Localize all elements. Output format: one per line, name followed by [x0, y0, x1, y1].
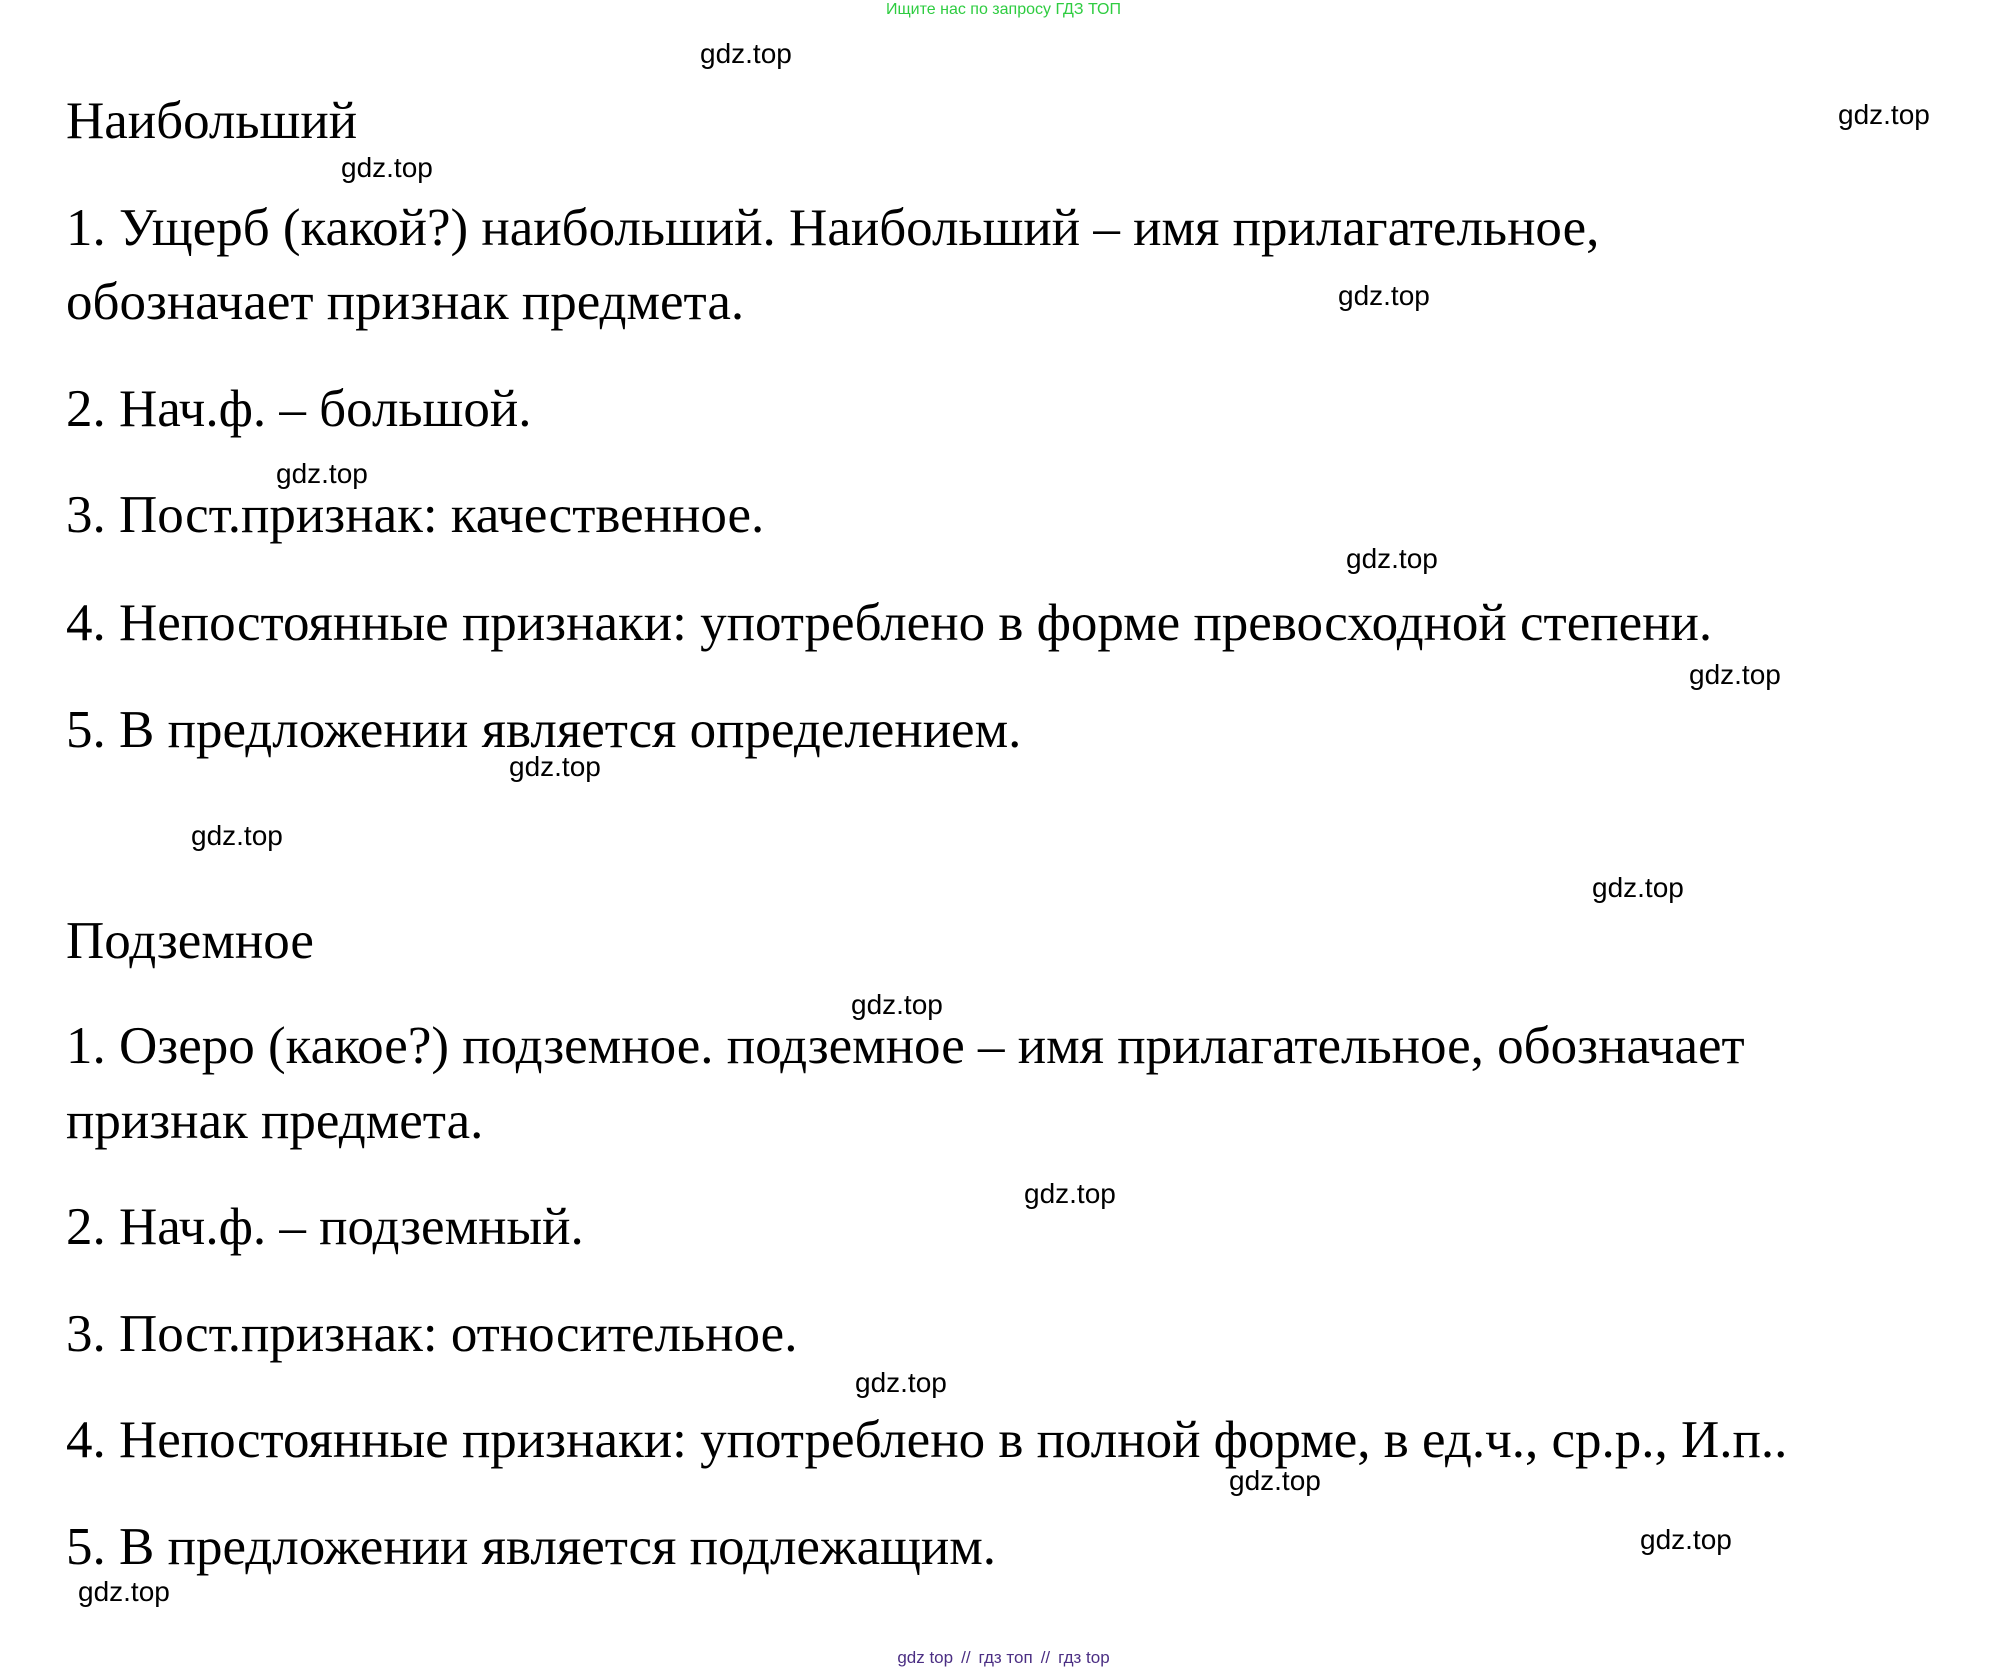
section1-line-1: 1. Ущерб (какой?) наибольший. Наибольший – имя прилагательное, [66, 199, 1600, 257]
watermark: gdz.top [851, 989, 943, 1020]
footer-separator: // [1040, 1648, 1051, 1667]
section1-line-3: 2. Нач.ф. – большой. [66, 380, 532, 438]
section1-line-2: обозначает признак предмета. [66, 273, 745, 331]
watermark: gdz.top [276, 458, 368, 489]
watermark: gdz.top [341, 152, 433, 183]
watermark: gdz.top [1689, 659, 1781, 690]
section-title-2: Подземное [66, 912, 314, 970]
watermark: gdz.top [509, 751, 601, 782]
section2-line-2: признак предмета. [66, 1092, 484, 1150]
watermark: gdz.top [1338, 280, 1430, 311]
watermark: gdz.top [1592, 872, 1684, 903]
section2-line-4: 3. Пост.признак: относительное. [66, 1305, 798, 1363]
section2-line-1: 1. Озеро (какое?) подземное. подземное – имя прилагательное, обозначает [66, 1017, 1745, 1075]
footer-separator: // [961, 1648, 971, 1667]
top-banner: Ищите нас по запросу ГДЗ ТОП [886, 1, 1121, 18]
watermark: gdz.top [1229, 1465, 1321, 1496]
watermark: gdz.top [78, 1576, 170, 1607]
section1-line-5: 4. Непостоянные признаки: употреблено в форме превосходной степени. [66, 594, 1713, 652]
section2-line-6: 5. В предложении является подлежащим. [66, 1518, 997, 1576]
watermark: gdz.top [855, 1367, 947, 1398]
watermark: gdz.top [700, 38, 792, 69]
section-title-1: Наибольший [66, 92, 358, 150]
footer-link-2[interactable]: гдз топ [978, 1648, 1033, 1667]
watermark: gdz.top [1838, 99, 1930, 130]
section1-line-6: 5. В предложении является определением. [66, 701, 1022, 759]
watermark: gdz.top [191, 820, 283, 851]
footer [0, 1648, 2007, 1668]
footer-link-1[interactable]: gdz top [897, 1648, 954, 1667]
watermark: gdz.top [1024, 1178, 1116, 1209]
section1-line-4: 3. Пост.признак: качественное. [66, 486, 765, 544]
section2-line-5: 4. Непостоянные признаки: употреблено в полной форме, в ед.ч., ср.р., И.п.. [66, 1411, 1788, 1469]
footer-link-3[interactable]: гдз top [1058, 1648, 1110, 1667]
watermark: gdz.top [1640, 1524, 1732, 1555]
section2-line-3: 2. Нач.ф. – подземный. [66, 1198, 584, 1256]
watermark: gdz.top [1346, 543, 1438, 574]
